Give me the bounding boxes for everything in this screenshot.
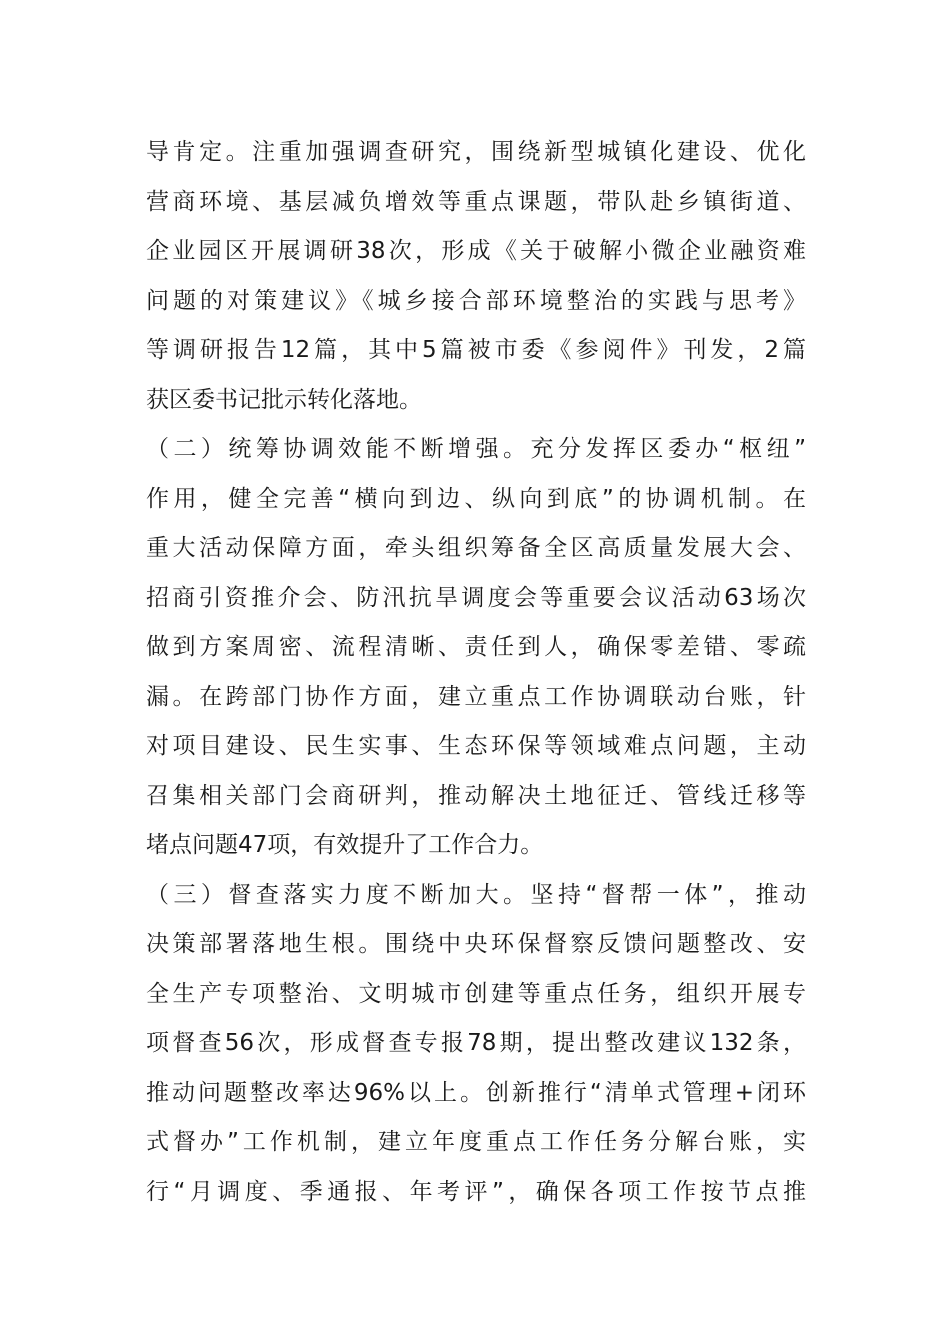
- text-line-19: 项督查56次，形成督查专报78期，提出整改建议132条，: [146, 1030, 806, 1056]
- text-line-13: 对项目建设、民生实事、生态环保等领域难点问题，主动: [146, 733, 806, 759]
- text-line-3: 企业园区开展调研38次，形成《关于破解小微企业融资难: [146, 238, 806, 264]
- text-line-14: 召集相关部门会商研判，推动解决土地征迁、管线迁移等: [146, 782, 806, 809]
- text-line-20: 推动问题整改率达96%以上。创新推行“清单式管理+闭环: [146, 1079, 806, 1106]
- body-text: [146, 128, 806, 1217]
- text-line-6: 获区委书记批示转化落地。: [146, 386, 422, 413]
- text-line-12: 漏。在跨部门协作方面，建立重点工作协调联动台账，针: [146, 683, 806, 710]
- text-line-5: 等调研报告12篇，其中5篇被市委《参阅件》刊发，2篇: [146, 337, 806, 363]
- text-line-15: 堵点问题47项，有效提升了工作合力。: [146, 832, 544, 858]
- text-line-17: 决策部署落地生根。围绕中央环保督察反馈问题整改、安: [146, 931, 806, 957]
- text-line-16: （三）督查落实力度不断加大。坚持“督帮一体”，推动: [146, 881, 806, 908]
- text-line-4: 问题的对策建议》《城乡接合部环境整治的实践与思考》: [146, 287, 806, 314]
- text-line-9: 重大活动保障方面，牵头组织筹备全区高质量发展大会、: [146, 535, 806, 561]
- text-line-18: 全生产专项整治、文明城市创建等重点任务，组织开展专: [146, 980, 806, 1007]
- text-line-10: 招商引资推介会、防汛抗旱调度会等重要会议活动63场次: [146, 584, 806, 611]
- text-line-22: 行“月调度、季通报、年考评”，确保各项工作按节点推: [146, 1178, 806, 1205]
- text-line-2: 营商环境、基层减负增效等重点课题，带队赴乡镇街道、: [146, 188, 806, 215]
- text-line-7: （二）统筹协调效能不断增强。充分发挥区委办“枢纽”: [146, 436, 806, 462]
- text-line-11: 做到方案周密、流程清晰、责任到人，确保零差错、零疏: [146, 634, 806, 660]
- text-line-21: 式督办”工作机制，建立年度重点工作任务分解台账，实: [146, 1129, 806, 1155]
- text-line-8: 作用，健全完善“横向到边、纵向到底”的协调机制。在: [146, 485, 806, 512]
- text-line-1: 导肯定。注重加强调查研究，围绕新型城镇化建设、优化: [146, 139, 806, 165]
